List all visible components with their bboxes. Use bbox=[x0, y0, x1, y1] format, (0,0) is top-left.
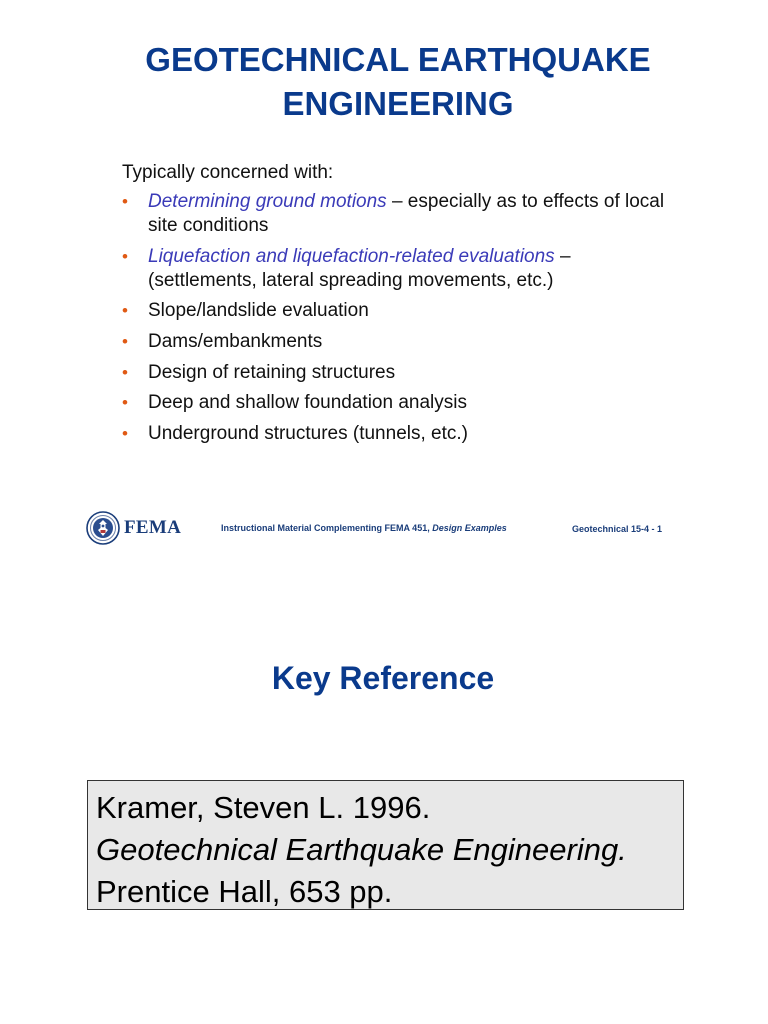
intro-text: Typically concerned with: bbox=[122, 162, 334, 183]
slide-title-line-1: GEOTECHNICAL EARTHQUAKE bbox=[145, 41, 651, 78]
list-item bbox=[122, 245, 682, 293]
bullet-emphasis: Determining ground motions bbox=[148, 191, 387, 212]
bullet-text: Dams/embankments bbox=[148, 331, 323, 353]
footer-caption bbox=[221, 523, 507, 533]
reference-box bbox=[87, 780, 684, 910]
list-item bbox=[122, 422, 682, 446]
bullet-text: Underground structures (tunnels, etc.) bbox=[148, 423, 468, 445]
bullet-emphasis: Liquefaction and liquefaction-related evaluations bbox=[148, 245, 555, 267]
list-item bbox=[122, 299, 682, 323]
slide-title-line-2: ENGINEERING bbox=[282, 85, 514, 122]
bullet-text: Design of retaining structures bbox=[148, 361, 396, 383]
reference-title-line bbox=[96, 829, 675, 913]
footer-page-number: Geotechnical 15-4 - 1 bbox=[572, 524, 663, 534]
slide-footer bbox=[86, 508, 676, 548]
bullet-marker: • bbox=[122, 424, 128, 444]
footer-caption-text: Instructional Material Complementing FEMA 451, bbox=[221, 523, 433, 533]
bullet-marker: • bbox=[122, 246, 128, 266]
slide-title bbox=[0, 38, 768, 126]
list-item bbox=[122, 391, 682, 415]
footer-caption-italic: Design Examples bbox=[432, 523, 507, 533]
fema-logo: FEMA bbox=[124, 517, 182, 538]
bullet-marker: • bbox=[122, 362, 128, 382]
bullet-marker: • bbox=[122, 301, 128, 321]
bullet-text: Deep and shallow foundation analysis bbox=[148, 392, 467, 414]
reference-publisher: Prentice Hall, 653 pp. bbox=[96, 874, 393, 909]
key-reference-title: Key Reference bbox=[271, 660, 495, 696]
bullet-text: Slope/landslide evaluation bbox=[148, 300, 369, 322]
reference-author-line: Kramer, Steven L. 1996. bbox=[96, 790, 431, 825]
bullet-text: – especially as to effects of local site conditions bbox=[148, 191, 665, 236]
bullet-list bbox=[122, 190, 682, 453]
list-item bbox=[122, 330, 682, 354]
dhs-seal-icon bbox=[86, 511, 120, 545]
list-item bbox=[122, 361, 682, 385]
bullet-marker: • bbox=[122, 192, 128, 211]
list-item bbox=[122, 190, 682, 238]
bullet-marker: • bbox=[122, 393, 128, 413]
bullet-text: – (settlements, lateral spreading movements, etc.) bbox=[148, 245, 571, 291]
bullet-marker: • bbox=[122, 332, 128, 352]
reference-book-title: Geotechnical Earthquake Engineering. bbox=[96, 832, 627, 867]
